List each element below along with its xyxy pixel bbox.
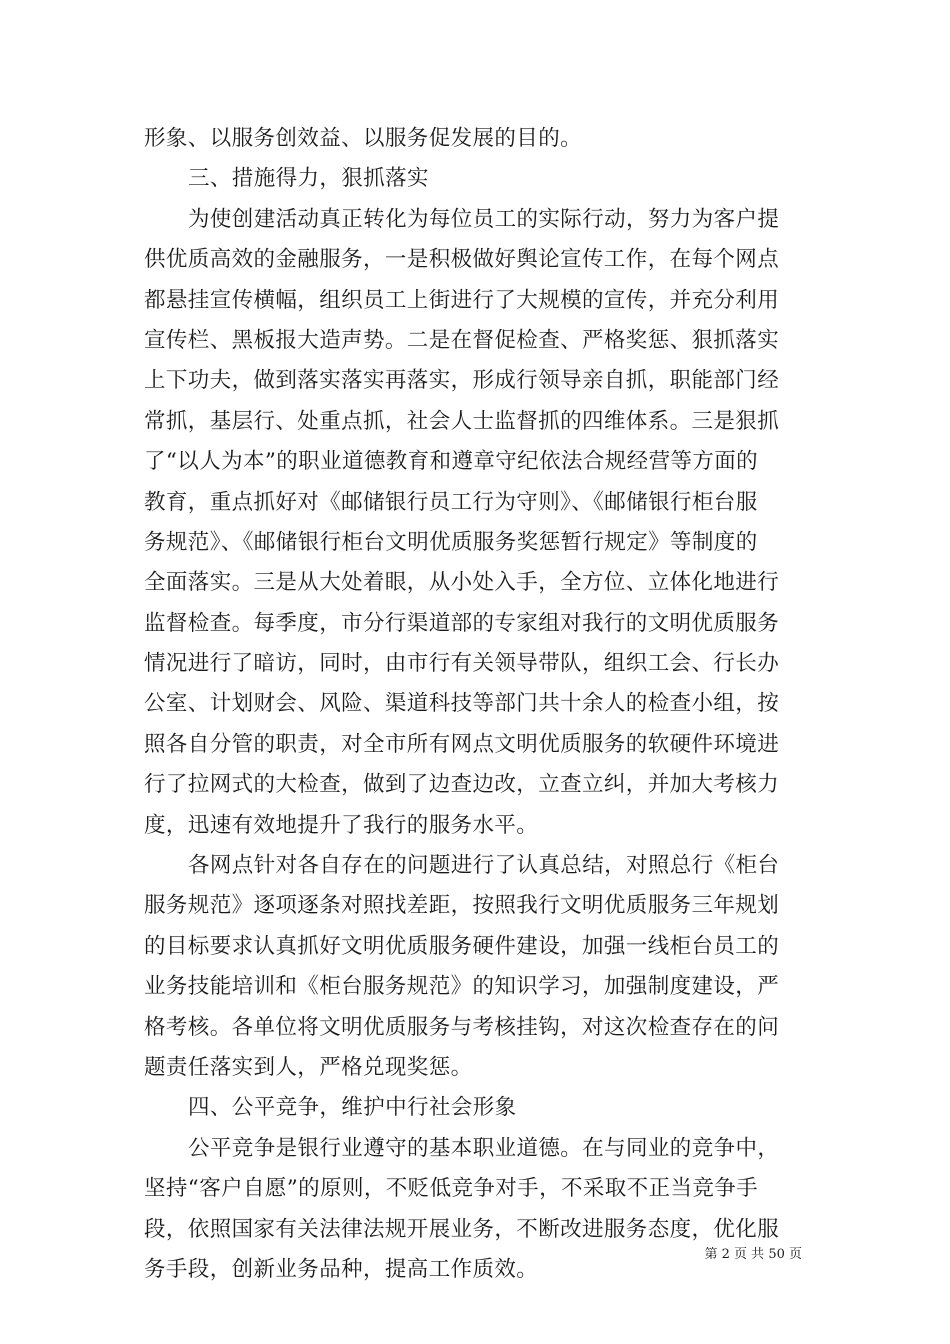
text-line: 了“以人为本”的职业道德教育和遵章守纪依法合规经营等方面的	[144, 449, 759, 475]
text-line: 的目标要求认真抓好文明优质服务硬件建设，加强一线柜台员工的	[144, 933, 780, 959]
text-line: 行了拉网式的大检查，做到了边查边改，立查立纠，并加大考核力	[144, 772, 780, 798]
text-line: 坚持“客户自愿”的原则，不贬低竞争对手，不采取不正当竞争手	[144, 1176, 759, 1202]
text-line: 形象、以服务创效益、以服务促发展的目的。	[144, 126, 583, 151]
text-line: 为使创建活动真正转化为每位员工的实际行动，努力为客户提	[188, 206, 780, 232]
body-text	[144, 119, 808, 1290]
text-line: 业务技能培训和《柜台服务规范》的知识学习，加强制度建设，严	[144, 974, 780, 1000]
text-line: 宣传栏、黑板报大造声势。二是在督促检查、严格奖惩、狠抓落实	[144, 327, 780, 353]
text-line: 公室、计划财会、风险、渠道科技等部门共十余人的检查小组，按	[144, 691, 780, 717]
text-line: 段，依照国家有关法律法规开展业务，不断改进服务态度，优化服	[144, 1216, 780, 1242]
text-line: 题责任落实到人，严格兑现奖惩。	[144, 1054, 473, 1080]
text-line: 供优质高效的金融服务，一是积极做好舆论宣传工作，在每个网点	[144, 247, 780, 273]
text-line: 务手段，创新业务品种，提高工作质效。	[144, 1256, 539, 1282]
text-line: 常抓，基层行、处重点抓，社会人士监督抓的四维体系。三是狠抓	[144, 408, 780, 434]
text-line: 全面落实。三是从大处着眼，从小处入手，全方位、立体化地进行	[144, 570, 780, 596]
text-line: 情况进行了暗访，同时，由市行有关领导带队，组织工会、行长办	[144, 651, 780, 677]
text-line: 服务规范》逐项逐条对照找差距，按照我行文明优质服务三年规划	[144, 893, 780, 919]
page-number: 第 2 页 共 50 页	[704, 1247, 802, 1262]
text-line: 务规范》、《邮储银行柜台文明优质服务奖惩暂行规定》等制度的	[144, 529, 758, 555]
text-line: 照各自分管的职责，对全市所有网点文明优质服务的软硬件环境进	[144, 731, 780, 757]
section-heading: 四、公平竞争，维护中行社会形象	[188, 1095, 517, 1121]
text-line: 度，迅速有效地提升了我行的服务水平。	[144, 812, 539, 838]
section-heading: 三、措施得力，狠抓落实	[188, 166, 429, 192]
text-line: 都悬挂宣传横幅，组织员工上街进行了大规模的宣传，并充分利用	[144, 287, 780, 313]
text-line: 上下功夫，做到落实落实再落实，形成行领导亲自抓，职能部门经	[144, 368, 780, 394]
text-line: 格考核。各单位将文明优质服务与考核挂钩，对这次检查存在的问	[144, 1014, 780, 1040]
text-line: 教育，重点抓好对《邮储银行员工行为守则》、《邮储银行柜台服	[144, 489, 758, 515]
text-line: 监督检查。每季度，市分行渠道部的专家组对我行的文明优质服务	[144, 610, 780, 636]
text-line: 公平竞争是银行业遵守的基本职业道德。在与同业的竞争中，	[188, 1135, 780, 1161]
text-line: 各网点针对各自存在的问题进行了认真总结，对照总行《柜台	[188, 853, 780, 879]
